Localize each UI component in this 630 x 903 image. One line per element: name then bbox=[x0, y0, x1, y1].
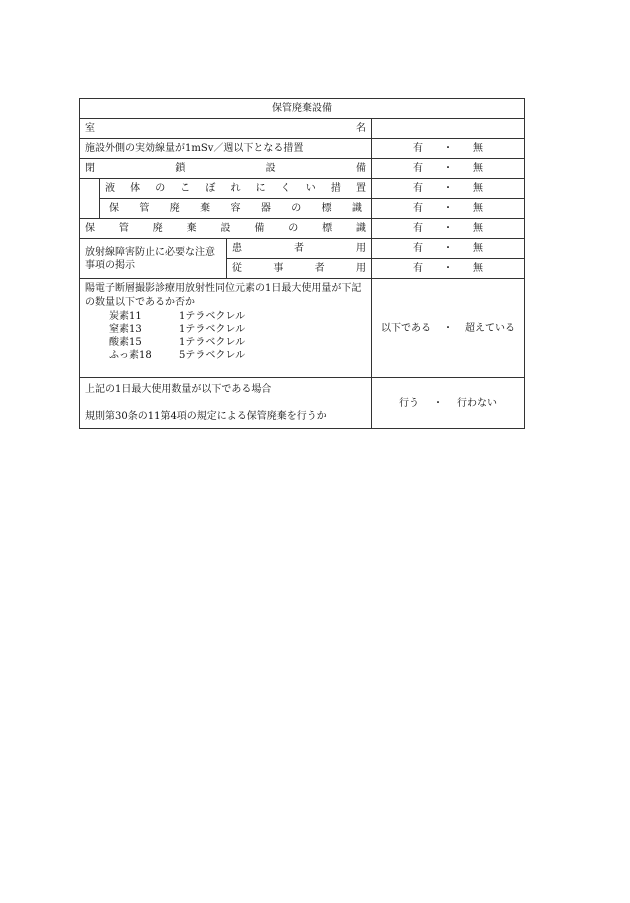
label-char: 器 bbox=[260, 203, 271, 214]
label-char: 保 bbox=[85, 223, 95, 234]
choice-yes[interactable]: 有 bbox=[413, 243, 423, 254]
choice-no[interactable]: 無 bbox=[473, 243, 483, 254]
choice-yes[interactable]: 有 bbox=[413, 263, 423, 274]
label-char: に bbox=[255, 183, 266, 194]
label-char: 体 bbox=[130, 183, 141, 194]
label-char: 保 bbox=[109, 203, 119, 214]
choice-no[interactable]: 無 bbox=[473, 163, 483, 174]
nuclide-amount: 1テラベクレル bbox=[179, 337, 246, 348]
label-char: 閉 bbox=[85, 163, 95, 174]
choice-do[interactable]: 行う bbox=[399, 397, 419, 409]
container-label-choice[interactable] bbox=[372, 199, 525, 219]
closure-label bbox=[80, 159, 372, 179]
label-char: 者 bbox=[294, 243, 304, 254]
choice-separator: ・ bbox=[443, 223, 453, 234]
spill-measure-choice[interactable] bbox=[372, 179, 525, 199]
label-char: く bbox=[280, 183, 291, 194]
choice-dont[interactable]: 行わない bbox=[457, 397, 497, 409]
dose-measure-choice[interactable] bbox=[372, 139, 525, 159]
notice-heading: 放射線障害防止に必要な注意事項の掲示 bbox=[80, 239, 227, 279]
label-char: 標 bbox=[321, 203, 332, 214]
workers-choice[interactable] bbox=[372, 259, 525, 279]
patients-choice[interactable] bbox=[372, 239, 525, 259]
label-char: 患 bbox=[232, 243, 242, 254]
label-char: の bbox=[288, 223, 299, 234]
indent-spacer bbox=[80, 179, 100, 199]
label-char: 用 bbox=[356, 243, 366, 254]
choice-below[interactable]: 以下である bbox=[381, 322, 431, 334]
room-name-row bbox=[80, 119, 525, 139]
choice-yes[interactable]: 有 bbox=[413, 163, 423, 174]
choice-separator: ・ bbox=[443, 243, 453, 254]
label-char: 棄 bbox=[186, 223, 197, 234]
nuclide-item bbox=[109, 349, 366, 362]
choice-separator: ・ bbox=[443, 203, 453, 214]
label-char: の bbox=[155, 183, 166, 194]
nuclide-item bbox=[109, 310, 366, 323]
label-char: 管 bbox=[118, 223, 129, 234]
storage-question-line-2: 規則第30条の11第4項の規定による保管廃棄を行うか bbox=[85, 411, 327, 422]
nuclide-name: 窒素13 bbox=[109, 324, 142, 335]
nuclide-item bbox=[109, 336, 366, 349]
indent-spacer bbox=[80, 199, 100, 219]
choice-separator: ・ bbox=[443, 143, 453, 154]
container-label-label bbox=[100, 199, 372, 219]
label-char: 置 bbox=[355, 183, 366, 194]
facility-label-label bbox=[80, 219, 372, 239]
choice-no[interactable]: 無 bbox=[473, 263, 483, 274]
choice-exceeds[interactable]: 超えている bbox=[465, 322, 515, 334]
closure-row bbox=[80, 159, 525, 179]
label-char: 従 bbox=[232, 263, 242, 274]
spill-measure-label bbox=[100, 179, 372, 199]
label-char: 備 bbox=[254, 223, 265, 234]
label-char: 設 bbox=[220, 223, 231, 234]
dose-measure-row bbox=[80, 139, 525, 159]
nuclide-amount: 5テラベクレル bbox=[179, 350, 246, 361]
form-title: 保管廃棄設備 bbox=[80, 99, 525, 119]
choice-yes[interactable]: 有 bbox=[413, 143, 423, 154]
choice-yes[interactable]: 有 bbox=[413, 223, 423, 234]
choice-no[interactable]: 無 bbox=[473, 223, 483, 234]
label-char: 液 bbox=[105, 183, 115, 194]
room-name-value[interactable] bbox=[372, 119, 525, 139]
label-char: 識 bbox=[352, 203, 362, 214]
room-label-char: 室 bbox=[85, 123, 95, 134]
label-char: 事 bbox=[273, 263, 284, 274]
storage-disposal-question bbox=[80, 378, 372, 429]
label-char: 措 bbox=[330, 183, 341, 194]
dose-measure-label: 施設外側の実効線量が1mSv／週以下となる措置 bbox=[80, 139, 372, 159]
nuclide-amount: 1テラベクレル bbox=[179, 311, 246, 322]
workers-label bbox=[227, 259, 372, 279]
storage-disposal-form bbox=[79, 98, 525, 429]
label-char: 廃 bbox=[169, 203, 180, 214]
label-char: 標 bbox=[322, 223, 333, 234]
choice-no[interactable]: 無 bbox=[473, 203, 483, 214]
label-char: 廃 bbox=[152, 223, 163, 234]
label-char: 識 bbox=[356, 223, 366, 234]
closure-choice[interactable] bbox=[372, 159, 525, 179]
patients-label bbox=[227, 239, 372, 259]
label-char: 設 bbox=[265, 163, 276, 174]
label-char: ぼ bbox=[205, 183, 216, 194]
container-label-row bbox=[80, 199, 525, 219]
label-char: 者 bbox=[314, 263, 325, 274]
pet-question-text: 陽電子断層撮影診療用放射性同位元素の1日最大使用量が下記の数量以下であるか否か bbox=[85, 283, 362, 308]
choice-separator: ・ bbox=[433, 397, 443, 409]
nuclide-name: 酸素15 bbox=[109, 337, 142, 348]
room-label-char: 名 bbox=[356, 123, 366, 134]
nuclide-name: 炭素11 bbox=[109, 311, 142, 322]
storage-question-line-1: 上記の1日最大使用数量が以下である場合 bbox=[85, 384, 272, 395]
pet-quantity-choice[interactable] bbox=[372, 279, 525, 378]
label-char: 容 bbox=[230, 203, 241, 214]
label-char: 用 bbox=[355, 263, 366, 274]
choice-no[interactable]: 無 bbox=[473, 143, 483, 154]
choice-separator: ・ bbox=[443, 183, 453, 194]
label-char: こ bbox=[180, 183, 191, 194]
label-char: 備 bbox=[355, 163, 366, 174]
label-char: い bbox=[305, 183, 316, 194]
choice-yes[interactable]: 有 bbox=[413, 203, 423, 214]
nuclide-amount: 1テラベクレル bbox=[179, 324, 246, 335]
label-char: れ bbox=[230, 183, 241, 194]
choice-separator: ・ bbox=[443, 263, 453, 274]
label-char: 鎖 bbox=[175, 163, 186, 174]
choice-separator: ・ bbox=[443, 322, 453, 334]
notice-patients-row bbox=[80, 239, 525, 259]
spill-measure-row bbox=[80, 179, 525, 199]
choice-no[interactable]: 無 bbox=[473, 183, 483, 194]
nuclide-name: ふっ素18 bbox=[109, 350, 152, 361]
storage-disposal-choice[interactable] bbox=[372, 378, 525, 429]
title-row bbox=[80, 99, 525, 119]
nuclide-item bbox=[109, 323, 366, 336]
choice-yes[interactable]: 有 bbox=[413, 183, 423, 194]
room-name-label bbox=[80, 119, 372, 139]
label-char: 管 bbox=[139, 203, 150, 214]
label-char: 棄 bbox=[200, 203, 211, 214]
label-char: の bbox=[291, 203, 302, 214]
choice-separator: ・ bbox=[443, 163, 453, 174]
pet-quantity-question bbox=[80, 279, 372, 378]
pet-quantity-row bbox=[80, 279, 525, 378]
facility-label-row bbox=[80, 219, 525, 239]
storage-disposal-row bbox=[80, 378, 525, 429]
nuclide-list bbox=[109, 310, 366, 362]
facility-label-choice[interactable] bbox=[372, 219, 525, 239]
